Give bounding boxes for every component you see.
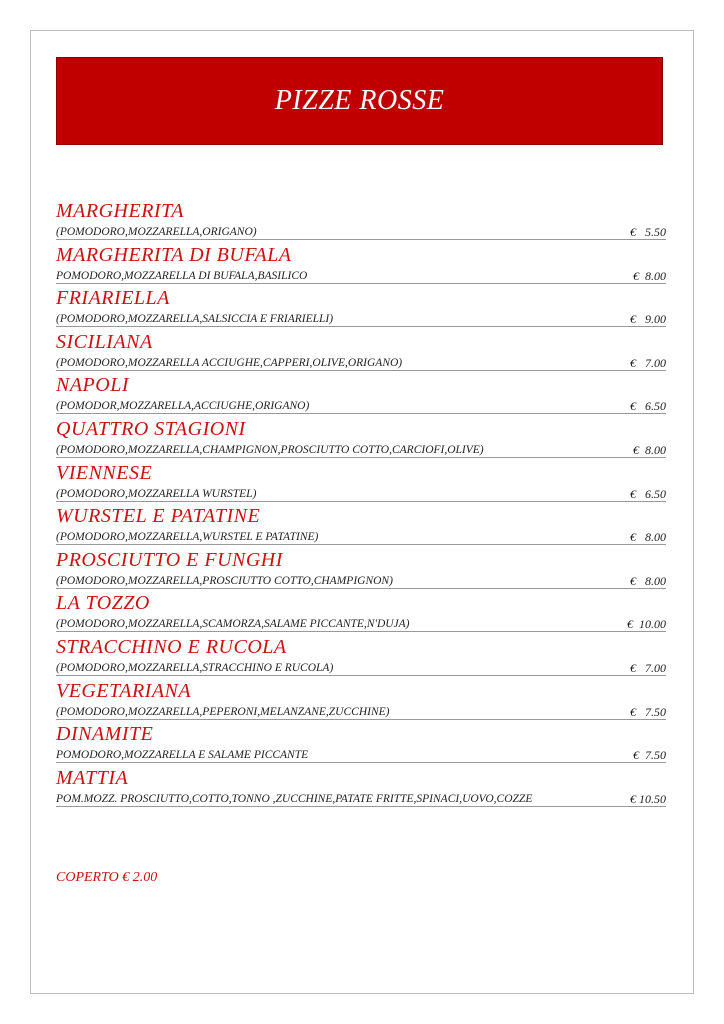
pizza-details — [56, 267, 666, 284]
pizza-price: € 7.50 — [630, 704, 666, 719]
pizza-details — [56, 615, 666, 632]
pizza-name: SICILIANA — [56, 330, 153, 353]
menu-item — [56, 548, 666, 592]
pizza-details — [56, 528, 666, 545]
pizza-details — [56, 441, 666, 458]
pizza-price: € 8.00 — [633, 442, 666, 457]
pizza-name: DINAMITE — [56, 723, 154, 746]
pizza-price: € 8.00 — [630, 573, 666, 588]
pizza-ingredients: (POMODORO,MOZZARELLA,SCAMORZA,SALAME PICCANTE,N'DUJA) — [56, 618, 410, 631]
pizza-price: € 7.00 — [630, 355, 666, 370]
pizza-name: PROSCIUTTO E FUNGHI — [56, 548, 283, 571]
pizza-ingredients: (POMODORO,MOZZARELLA ACCIUGHE,CAPPERI,OLIVE,ORIGANO) — [56, 356, 403, 369]
pizza-details — [56, 703, 666, 720]
pizza-name: VIENNESE — [56, 461, 153, 484]
pizza-name: FRIARIELLA — [56, 287, 170, 310]
pizza-details — [56, 746, 666, 763]
menu-item — [56, 330, 666, 374]
menu-item — [56, 461, 666, 505]
cover-charge: COPERTO € 2.00 — [56, 870, 158, 885]
menu-item — [56, 591, 666, 635]
menu-item — [56, 373, 666, 417]
pizza-price: € 5.50 — [630, 225, 666, 239]
menu-item — [56, 722, 666, 766]
menu-item — [56, 286, 666, 330]
pizza-name: QUATTRO STAGIONI — [56, 417, 246, 440]
pizza-details — [56, 572, 666, 589]
pizza-list — [56, 199, 666, 809]
pizza-ingredients: POMODORO,MOZZARELLA DI BUFALA,BASILICO — [56, 269, 308, 282]
pizza-name: NAPOLI — [56, 374, 129, 397]
pizza-name: WURSTEL E PATATINE — [56, 505, 261, 528]
pizza-price: € 10.00 — [627, 617, 666, 632]
pizza-details — [56, 790, 666, 807]
pizza-details — [56, 485, 666, 502]
pizza-price: € 8.00 — [630, 530, 666, 545]
menu-item — [56, 766, 666, 810]
pizza-name: LA TOZZO — [56, 592, 150, 615]
pizza-details — [56, 659, 666, 676]
menu-item — [56, 417, 666, 461]
pizza-name: MARGHERITA DI BUFALA — [56, 243, 292, 266]
pizza-ingredients: (POMODORO,MOZZARELLA,PEPERONI,MELANZANE,ZUCCHINE) — [56, 705, 390, 718]
pizza-ingredients: (POMODORO,MOZZARELLA,PROSCIUTTO COTTO,CHAMPIGNON) — [56, 574, 393, 587]
pizza-price: € 9.00 — [630, 312, 666, 327]
pizza-price: € 10.50 — [630, 791, 666, 806]
pizza-details — [56, 354, 666, 371]
pizza-price: € 7.50 — [633, 748, 666, 763]
pizza-name: MATTIA — [56, 766, 129, 789]
menu-header — [56, 57, 663, 145]
pizza-ingredients: (POMODORO,MOZZARELLA,ORIGANO) — [56, 226, 257, 238]
pizza-name: VEGETARIANA — [56, 679, 192, 702]
menu-item — [56, 635, 666, 679]
pizza-ingredients: POMODORO,MOZZARELLA E SALAME PICCANTE — [56, 749, 309, 762]
menu-item — [56, 243, 666, 287]
pizza-ingredients: (POMODOR,MOZZARELLA,ACCIUGHE,ORIGANO) — [56, 400, 310, 413]
pizza-ingredients: (POMODORO,MOZZARELLA,SALSICCIA E FRIARIELLI) — [56, 313, 334, 326]
pizza-details — [56, 397, 666, 414]
pizza-details — [56, 223, 666, 240]
pizza-price: € 6.50 — [630, 399, 666, 414]
pizza-price: € 7.00 — [630, 660, 666, 675]
pizza-name: MARGHERITA — [56, 200, 184, 222]
pizza-ingredients: (POMODORO,MOZZARELLA,STRACCHINO E RUCOLA) — [56, 661, 334, 674]
menu-item — [56, 504, 666, 548]
menu-item — [56, 199, 666, 243]
menu-item — [56, 679, 666, 723]
pizza-ingredients: POM.MOZZ. PROSCIUTTO,COTTO,TONNO ,ZUCCHINE,PATATE FRITTE,SPINACI,UOVO,COZZE — [56, 792, 533, 805]
pizza-details — [56, 310, 666, 327]
pizza-price: € 8.00 — [633, 268, 666, 283]
pizza-ingredients: (POMODORO,MOZZARELLA,WURSTEL E PATATINE) — [56, 531, 319, 544]
pizza-ingredients: (POMODORO,MOZZARELLA,CHAMPIGNON,PROSCIUTTO COTTO,CARCIOFI,OLIVE) — [56, 443, 484, 456]
pizza-name: STRACCHINO E RUCOLA — [56, 635, 287, 658]
pizza-price: € 6.50 — [630, 486, 666, 501]
pizza-ingredients: (POMODORO,MOZZARELLA WURSTEL) — [56, 487, 257, 500]
page-title: PIZZE ROSSE — [274, 85, 445, 116]
